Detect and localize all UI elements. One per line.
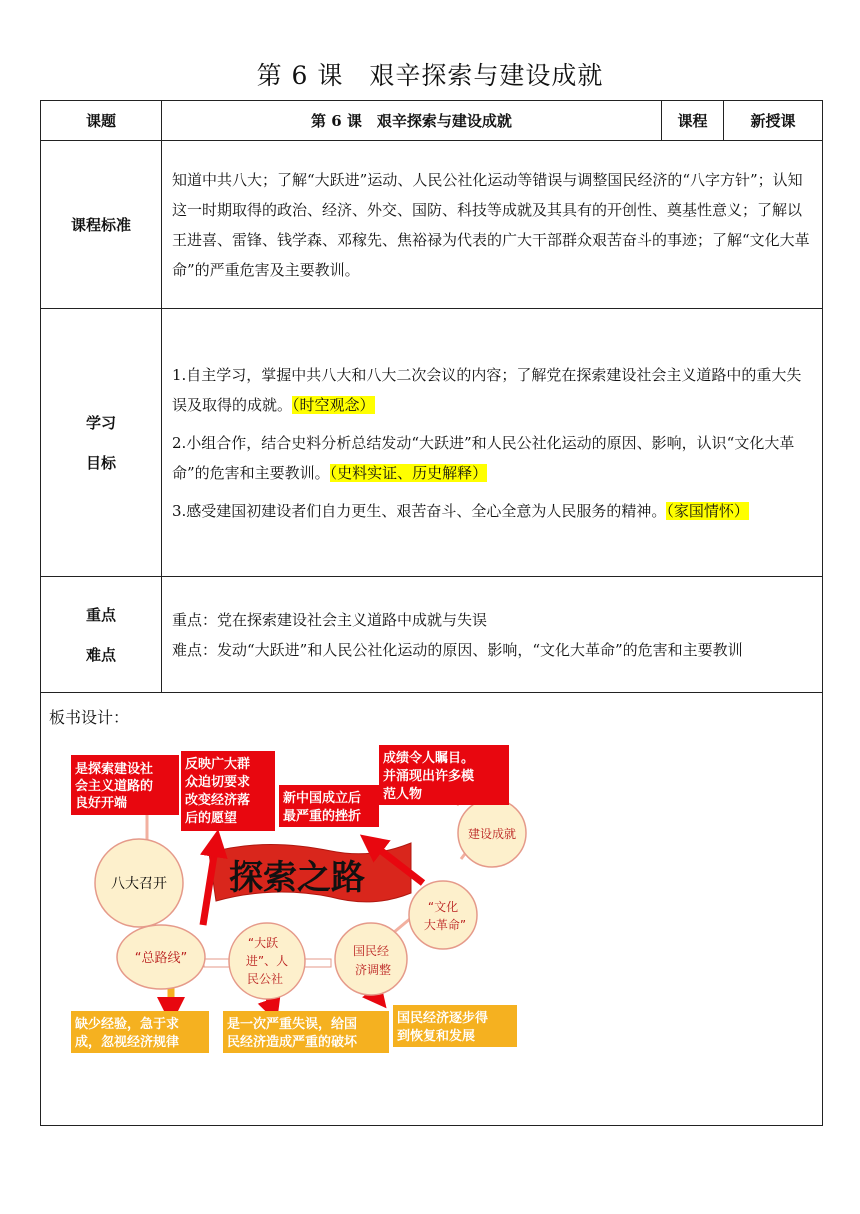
goal-item-2: 2.小组合作，结合史料分析总结发动“大跃进”和人民公社化运动的原因、影响，认识“文化大革命”的危害和主要教训。（史料实证、历史解释） — [172, 433, 795, 482]
difficulty-text: 难点：发动“大跃进”和人民公社化运动的原因、影响，“文化大革命”的危害和主要教训 — [172, 640, 743, 659]
circle-tiaozheng — [335, 923, 407, 995]
goal-tag-2: （史料实证、历史解释） — [329, 463, 488, 482]
box-serious-mistake — [223, 1011, 389, 1053]
svg-text:国民经济逐步得: 国民经济逐步得 — [397, 1011, 489, 1026]
goal-tag-1: （时空观念） — [292, 395, 375, 414]
board-row — [41, 693, 823, 1126]
circle-dayuejin — [229, 923, 305, 999]
circle-bada — [95, 839, 183, 927]
svg-text:“总路线”: “总路线” — [134, 951, 188, 966]
svg-text:改变经济落: 改变经济落 — [185, 793, 251, 808]
svg-text:八大召开: 八大召开 — [111, 876, 167, 892]
circle-wenge — [409, 881, 477, 949]
svg-text:会主义道路的: 会主义道路的 — [75, 779, 154, 794]
topic-value: 第 6 课 艰辛探索与建设成就 — [162, 101, 662, 141]
svg-text:范人物: 范人物 — [383, 787, 423, 802]
svg-text:成绩令人瞩目。: 成绩令人瞩目。 — [383, 751, 475, 766]
goal-item-3: 3.感受建国初建设者们自力更生、艰苦奋斗、全心全意为人民服务的精神。（家国情怀） — [172, 501, 749, 520]
svg-text:众迫切要求: 众迫切要求 — [185, 775, 251, 790]
box-setback — [279, 785, 379, 827]
goals-label-line1: 学习 — [85, 413, 116, 432]
banner-text: 探索之路 — [229, 858, 365, 898]
goals-label — [41, 309, 162, 577]
board-title: 板书设计： — [49, 708, 130, 727]
box-reflect — [181, 751, 275, 831]
document-title: 第 6 课 艰辛探索与建设成就 — [256, 61, 604, 90]
key-point-text: 重点：党在探索建设社会主义道路中成就与失误 — [172, 610, 488, 629]
lesson-plan-table — [40, 100, 823, 1126]
svg-text:进”、人: 进”、人 — [245, 954, 289, 968]
svg-text:“大跃: “大跃 — [247, 936, 279, 950]
svg-text:后的愿望: 后的愿望 — [185, 811, 238, 826]
keypoints-content — [162, 577, 823, 693]
svg-text:大革命”: 大革命” — [423, 918, 467, 932]
goal-tag-3: （家国情怀） — [666, 501, 749, 520]
topic-row — [41, 101, 823, 141]
keypoints-label-line2: 难点 — [85, 645, 116, 664]
circle-chengjiu — [458, 799, 526, 867]
svg-text:国民经: 国民经 — [352, 944, 390, 958]
svg-text:济调整: 济调整 — [354, 963, 392, 977]
standard-row — [41, 141, 823, 309]
svg-text:缺少经验，急于求: 缺少经验，急于求 — [75, 1017, 180, 1032]
standard-text: 知道中共八大；了解“大跃进”运动、人民公社化运动等错误与调整国民经济的“八字方针”；认知这一时期取得的政治、经济、外交、国防、科技等成就及其具有的开创性、奠基性意义；了解以王进喜、雷锋、钱学森、邓稼先、焦裕禄为代表的广大干部群众艰苦奋斗的事迹；了解“文化大革命”的严重危害及主要教训。 — [162, 141, 823, 309]
svg-text:最严重的挫折: 最严重的挫折 — [283, 809, 362, 824]
svg-text:“文化: “文化 — [427, 900, 459, 914]
svg-text:民经济造成严重的破坏: 民经济造成严重的破坏 — [227, 1035, 358, 1050]
link-zl-dyj — [204, 959, 230, 967]
box-good-start — [71, 755, 179, 815]
goal-item-1: 1.自主学习，掌握中共八大和八大二次会议的内容；了解党在探索建设社会主义道路中的重大失误及取得的成就。（时空观念） — [172, 365, 802, 414]
goals-row — [41, 309, 823, 577]
svg-text:反映广大群: 反映广大群 — [185, 757, 251, 772]
box-recovery — [393, 1005, 517, 1047]
board-design-cell — [41, 693, 823, 1126]
keypoints-label-line1: 重点 — [85, 605, 116, 624]
svg-text:民公社: 民公社 — [246, 972, 284, 986]
box-lack-experience — [71, 1011, 209, 1053]
svg-text:成，忽视经济规律: 成，忽视经济规律 — [75, 1035, 180, 1050]
svg-text:并涌现出许多模: 并涌现出许多模 — [383, 769, 475, 784]
svg-text:建设成就: 建设成就 — [467, 827, 517, 841]
circle-zongluxian — [117, 925, 205, 989]
svg-text:良好开端: 良好开端 — [75, 796, 128, 811]
standard-label: 课程标准 — [41, 141, 162, 309]
keypoints-label — [41, 577, 162, 693]
svg-text:到恢复和发展: 到恢复和发展 — [397, 1029, 476, 1044]
keypoints-row — [41, 577, 823, 693]
box-achievement — [379, 745, 509, 805]
course-value: 新授课 — [724, 101, 823, 141]
goals-label-line2: 目标 — [85, 453, 116, 472]
svg-text:新中国成立后: 新中国成立后 — [283, 791, 362, 806]
board-diagram — [41, 693, 821, 1123]
course-label: 课程 — [662, 101, 724, 141]
svg-text:是一次严重失误，给国: 是一次严重失误，给国 — [227, 1017, 358, 1032]
goals-content — [162, 309, 823, 577]
svg-text:是探索建设社: 是探索建设社 — [75, 762, 154, 777]
topic-label: 课题 — [41, 101, 162, 141]
